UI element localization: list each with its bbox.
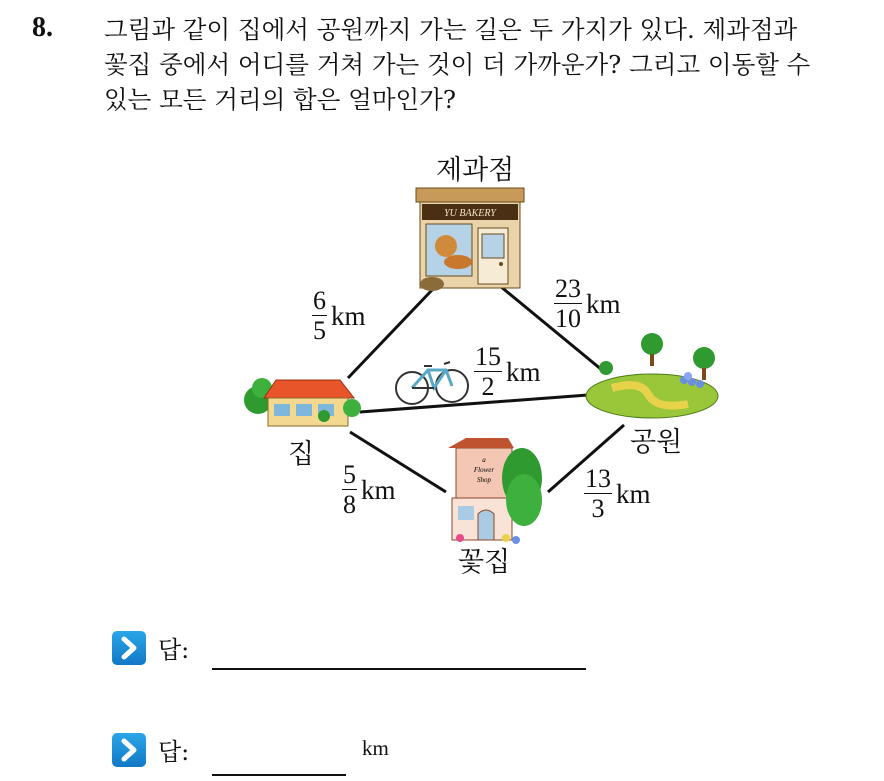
answer-unit: km <box>362 736 389 760</box>
bakery-building <box>416 188 524 291</box>
distance-home-florist <box>342 462 396 518</box>
question-line-2: 꽃집 중에서 어디를 거쳐 가는 것이 더 가까운가? 그리고 이동할 수 <box>104 50 811 79</box>
unit-label: km <box>361 474 396 505</box>
question-number: 8. <box>32 12 53 43</box>
fraction-denominator: 2 <box>481 372 495 401</box>
park-label: 공원 <box>630 427 683 458</box>
fraction-denominator: 8 <box>343 490 356 519</box>
bakery-label: 제과점 <box>436 155 515 186</box>
fraction-denominator: 5 <box>313 316 326 345</box>
fraction-numerator: 5 <box>343 460 356 489</box>
distance-home-bakery <box>312 288 366 344</box>
flower-sign-1: a <box>482 456 486 464</box>
answer-row-1 <box>112 630 189 665</box>
bicycle-icon <box>396 362 468 404</box>
bakery-sign: YU BAKERY <box>444 208 496 219</box>
chevron-right-icon <box>112 631 146 665</box>
home-label: 집 <box>288 439 315 470</box>
park-area <box>586 333 718 418</box>
florist-label: 꽃집 <box>458 547 511 578</box>
distance-florist-park <box>584 466 651 522</box>
home-building <box>244 378 361 426</box>
chevron-right-icon <box>112 733 146 767</box>
unit-label: km <box>586 288 621 319</box>
unit-label: km <box>506 356 541 387</box>
fraction-denominator: 10 <box>555 304 581 333</box>
question-line-3: 있는 모든 거리의 합은 얼마인가? <box>104 85 456 114</box>
fraction-numerator: 15 <box>475 342 501 371</box>
answer-label: 답: <box>158 636 190 664</box>
answer-label: 답: <box>158 738 190 766</box>
distance-home-park <box>474 344 541 400</box>
question-line-1: 그림과 같이 집에서 공원까지 가는 길은 두 가지가 있다. 제과점과 <box>104 15 798 44</box>
distance-bakery-park <box>554 276 621 332</box>
florist-building <box>448 438 542 544</box>
fraction-denominator: 3 <box>591 494 605 523</box>
flower-sign-2: Flower <box>473 466 495 474</box>
answer-blank-1[interactable] <box>212 668 586 670</box>
answer-row-2 <box>112 732 189 767</box>
fraction-numerator: 13 <box>585 464 611 493</box>
flower-sign-3: Shop <box>477 476 491 484</box>
fraction-numerator: 23 <box>555 274 581 303</box>
unit-label: km <box>331 300 366 331</box>
fraction-numerator: 6 <box>313 286 326 315</box>
answer-blank-2[interactable] <box>212 774 346 776</box>
unit-label: km <box>616 478 651 509</box>
